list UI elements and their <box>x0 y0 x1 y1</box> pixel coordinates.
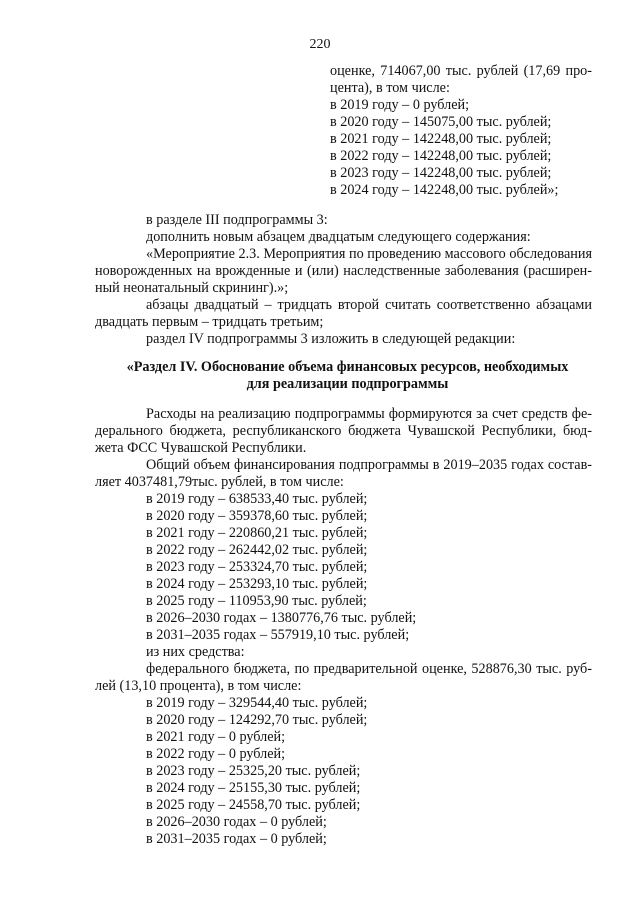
text-line: в 2019 году – 329544,40 тыс. рублей; <box>146 695 368 711</box>
text-line: в 2022 году – 0 рублей; <box>146 746 286 762</box>
text-line: в 2023 году – 253324,70 тыс. рублей; <box>146 559 368 575</box>
text-line: в 2025 году – 24558,70 тыс. рублей; <box>146 797 361 813</box>
text-line: в 2024 году – 25155,30 тыс. рублей; <box>146 780 361 796</box>
text-line: в 2025 году – 110953,90 тыс. рублей; <box>146 593 367 609</box>
text-line: в 2031–2035 годах – 557919,10 тыс. рублей; <box>146 627 410 643</box>
text-line: в 2024 году – 142248,00 тыс. рублей»; <box>330 182 559 198</box>
text-line: в 2021 году – 0 рублей; <box>146 729 286 745</box>
text-line: дерального бюджета, республиканского бюджета Чувашской Республики, бюд- <box>95 423 592 439</box>
text-line: в 2019 году – 638533,40 тыс. рублей; <box>146 491 368 507</box>
text-line: в 2031–2035 годах – 0 рублей; <box>146 831 327 847</box>
text-line: лей (13,10 процента), в том числе: <box>95 678 302 694</box>
text-line: в 2023 году – 25325,20 тыс. рублей; <box>146 763 361 779</box>
text-line: новорожденных на врожденные и (или) наследственные заболевания (расширен- <box>95 263 592 279</box>
text-line: в 2026–2030 годах – 0 рублей; <box>146 814 327 830</box>
section-heading-line: для реализации подпрограммы <box>246 376 449 392</box>
text-line: в 2024 году – 253293,10 тыс. рублей; <box>146 576 368 592</box>
section-heading-line: «Раздел IV. Обоснование объема финансовых ресурсов, необходимых <box>126 359 569 375</box>
text-line: дополнить новым абзацем двадцатым следующего содержания: <box>146 229 531 245</box>
text-line: Расходы на реализацию подпрограммы формируются за счет средств фе- <box>146 406 592 422</box>
page-number: 220 <box>309 37 331 52</box>
text-line: в 2021 году – 142248,00 тыс. рублей; <box>330 131 552 147</box>
text-line: ляет 4037481,79тыс. рублей, в том числе: <box>95 474 344 490</box>
text-line: абзацы двадцатый – тридцать второй считать соответственно абзацами <box>146 297 592 313</box>
text-line: Общий объем финансирования подпрограммы в 2019–2035 годах состав- <box>146 457 592 473</box>
text-line: двадцать первым – тридцать третьим; <box>95 314 324 330</box>
text-line: в 2020 году – 124292,70 тыс. рублей; <box>146 712 368 728</box>
text-line: «Мероприятие 2.3. Мероприятия по проведению массового обследования <box>146 246 592 262</box>
text-line: ный неонатальный скрининг).»; <box>95 280 289 296</box>
text-line: из них средства: <box>146 644 245 660</box>
text-line: в 2019 году – 0 рублей; <box>330 97 470 113</box>
text-line: в разделе III подпрограммы 3: <box>146 212 328 228</box>
text-line: в 2023 году – 142248,00 тыс. рублей; <box>330 165 552 181</box>
text-line: жета ФСС Чувашской Республики. <box>95 440 307 456</box>
text-line: в 2021 году – 220860,21 тыс. рублей; <box>146 525 368 541</box>
text-line: в 2026–2030 годах – 1380776,76 тыс. рублей; <box>146 610 417 626</box>
text-line: в 2020 году – 145075,00 тыс. рублей; <box>330 114 552 130</box>
text-line: в 2022 году – 262442,02 тыс. рублей; <box>146 542 368 558</box>
text-line: в 2020 году – 359378,60 тыс. рублей; <box>146 508 368 524</box>
text-line: в 2022 году – 142248,00 тыс. рублей; <box>330 148 552 164</box>
text-line: федерального бюджета, по предварительной оценке, 528876,30 тыс. руб- <box>146 661 592 677</box>
text-line: цента), в том числе: <box>330 80 450 96</box>
text-line: раздел IV подпрограммы 3 изложить в следующей редакции: <box>146 331 516 347</box>
text-line: оценке, 714067,00 тыс. рублей (17,69 про- <box>330 63 592 79</box>
